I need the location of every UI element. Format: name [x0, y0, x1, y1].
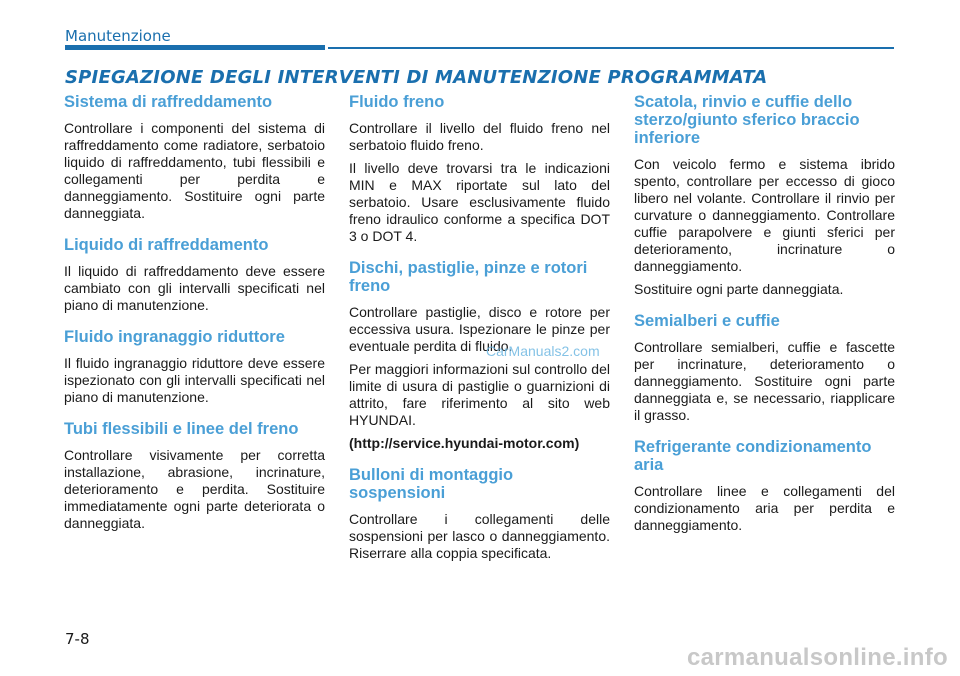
section-heading: Refrigerante condizionamento aria — [634, 438, 872, 474]
section-paragraph: Il liquido di raffreddamento deve essere cambiato con gli intervalli specificati nel piano di manutenzione. — [64, 263, 325, 313]
page-heading: SPIEGAZIONE DEGLI INTERVENTI DI MANUTENZIONE PROGRAMMATA — [65, 67, 768, 88]
section-paragraph: Controllare i componenti del sistema di raffreddamento come radiatore, serbatoio liquido di raffreddamento, tubi flessibili e collegamenti per perdita e danneggiamento. Sostituire ogni parte danneggiata. — [64, 120, 325, 221]
section-paragraph: Sostituire ogni parte danneggiata. — [634, 281, 844, 297]
section-suspension-bolts — [349, 466, 610, 562]
section-paragraph: Il livello deve trovarsi tra le indicazioni MIN e MAX riportate sul lato del serbatoio. Usare esclusivamente fluido freno idraulico conforme a specifica DOT 3 o DOT 4. — [349, 160, 610, 244]
column-middle — [349, 93, 610, 576]
section-brake-hoses — [64, 420, 325, 532]
section-steering — [634, 93, 895, 298]
section-paragraph: Con veicolo fermo e sistema ibrido spento, controllare per eccesso di gioco libero nel volante. Controllare il rinvio per curvature o danneggiamento. Controllare cuffie parapolvere e giunti sferici per deterioramento, incrinature o danneggiamento. — [634, 156, 895, 274]
header-rule-thick — [65, 45, 325, 50]
column-right — [634, 93, 895, 548]
section-heading: Tubi flessibili e linee del freno — [64, 420, 299, 438]
section-paragraph: Controllare i collegamenti delle sospensioni per lasco o danneggiamento. Riserrare alla coppia specificata. — [349, 511, 610, 561]
section-paragraph: Il fluido ingranaggio riduttore deve essere ispezionato con gli intervalli specificati nel piano di manutenzione. — [64, 355, 325, 405]
section-heading: Scatola, rinvio e cuffie dello sterzo/giunto sferico braccio inferiore — [634, 93, 860, 147]
section-paragraph: Controllare pastiglie, disco e rotore per eccessiva usura. Ispezionare le pinze per eventuale perdita di fluido. — [349, 304, 610, 354]
section-heading: Liquido di raffreddamento — [64, 236, 269, 254]
column-left — [64, 93, 325, 546]
section-brake-fluid — [349, 93, 610, 245]
section-heading: Sistema di raffreddamento — [64, 93, 273, 111]
section-coolant — [64, 236, 325, 314]
section-heading: Fluido freno — [349, 93, 445, 111]
section-heading: Fluido ingranaggio riduttore — [64, 328, 285, 346]
header-rule-thin — [328, 47, 894, 49]
watermark-text: CarManuals2.com — [486, 343, 600, 359]
service-url: (http://service.hyundai-motor.com) — [349, 435, 580, 451]
section-heading: Bulloni di montaggio sospensioni — [349, 466, 514, 502]
section-heading: Semialberi e cuffie — [634, 312, 780, 330]
section-paragraph: Per maggiori informazioni sul controllo del limite di usura di pastiglie o guarnizioni di attrito, fare riferimento al sito web HYUNDAI. — [349, 361, 610, 428]
section-paragraph: Controllare visivamente per corretta installazione, abrasione, incrinature, deterioramento e perdita. Sostituire immediatamente ogni parte deteriorata o danneggiata. — [64, 447, 325, 531]
section-air-conditioning-refrigerant — [634, 438, 895, 534]
watermark-footer: carmanualsonline.info — [686, 644, 948, 671]
section-drive-shafts — [634, 312, 895, 424]
section-paragraph: Controllare il livello del fluido freno nel serbatoio fluido freno. — [349, 120, 610, 153]
section-paragraph: Controllare linee e collegamenti del condizionamento aria per perdita e danneggiamento. — [634, 483, 895, 533]
section-label: Manutenzione — [65, 27, 171, 45]
section-heading: Dischi, pastiglie, pinze e rotori freno — [349, 259, 588, 295]
page-number: 7-8 — [65, 630, 90, 648]
section-paragraph: Controllare semialberi, cuffie e fascette per incrinature, deterioramento o danneggiamento. Sostituire ogni parte danneggiata e, se necessario, riapplicare il grasso. — [634, 339, 895, 423]
section-reduction-gear-fluid — [64, 328, 325, 406]
section-cooling-system — [64, 93, 325, 222]
